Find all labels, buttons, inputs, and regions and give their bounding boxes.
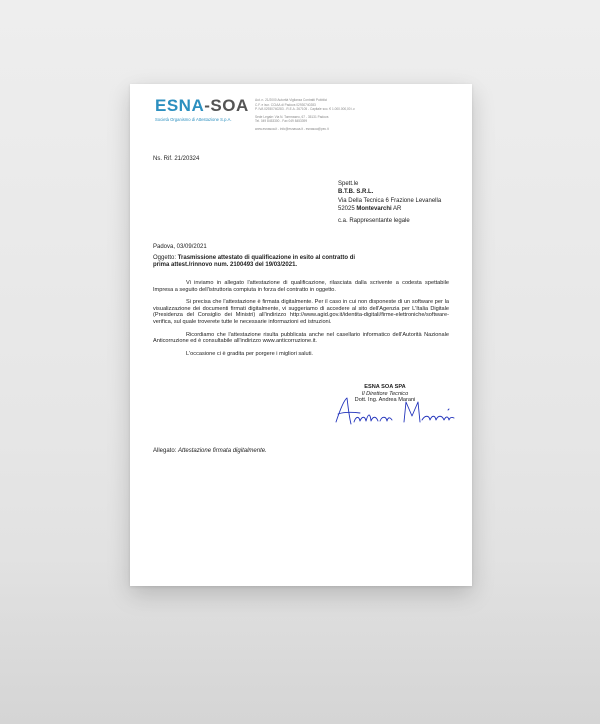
subject-text: Trasmissione attestato di qualificazione in esito al contratto di prima attest./rinnovo num. 2100493 del 19/03/2021. bbox=[153, 255, 356, 268]
body-paragraph: Si precisa che l'attestazione è firmata digitalmente. Per il caso in cui non disponeste di un software per la visualizzazione dei documenti firmati digitalmente, vi suggeriamo di accedere al sito dell'Agenzia per L'Italia Digitale (Presidenza del Consiglio dei Ministri) all'indirizzo http://www.agid.gov.it/identita-digitali/firme-elettroniche/software-verifica, sul quale troverete tutte le necessarie informazioni ed istruzioni. bbox=[153, 299, 449, 325]
logo-subtitle: Società Organismo di Attestazione S.p.A. bbox=[155, 117, 232, 122]
letter-body bbox=[153, 280, 449, 363]
letterhead-line: C.F. e iscr. CCIAA di Padova 02930740283 bbox=[255, 102, 316, 107]
letter-subject bbox=[153, 255, 365, 269]
recipient-company: B.T.B. S.R.L. bbox=[338, 189, 374, 196]
letterhead-line: Tel. 049 8453300 - Fax 049 8453399 bbox=[255, 119, 308, 124]
attachment-text: Attestazione firmata digitalmente. bbox=[178, 448, 267, 454]
signature-stroke bbox=[404, 402, 420, 422]
signature-stroke bbox=[422, 416, 454, 420]
signature-stroke bbox=[336, 398, 351, 424]
body-paragraph: Vi inviamo in allegato l'attestazione di qualificazione, rilasciata dalla scrivente a codesta spettabile Impresa a seguito dell'istruttoria compiuta in forza del contratto in oggetto. bbox=[153, 280, 449, 293]
subject-label: Oggetto: bbox=[153, 255, 177, 261]
signature-stroke bbox=[380, 417, 392, 421]
body-paragraph: Ricordiamo che l'attestazione risulta pubblicata anche nel casellario informatico dell'Autorità Nazionale Anticorruzione ed è consultabile all'indirizzo www.anticorruzione.it. bbox=[153, 331, 449, 345]
recipient-address bbox=[338, 180, 441, 214]
handwritten-signature bbox=[330, 394, 460, 428]
recipient-salutation: Spett.le bbox=[338, 181, 359, 187]
signature-name: Dott. Ing. Andrea Marani bbox=[354, 397, 416, 404]
recipient-street: Via Della Tecnica 6 Frazione Levanella bbox=[338, 197, 442, 204]
letterhead-line: Aut. n. 21/2000 Autorità Vigilanza Contratti Pubblici bbox=[255, 98, 328, 102]
reference-number: Ns. Rif. 21/20324 bbox=[153, 156, 200, 162]
letter-sheet bbox=[130, 84, 472, 586]
recipient-city-line: 52025 Montevarchi AR bbox=[338, 206, 402, 213]
letter-date: Padova, 03/09/2021 bbox=[153, 244, 207, 250]
recipient-attention: c.a. Rappresentante legale bbox=[338, 218, 410, 224]
letterhead-line: P. IVA 02930740283 - R.E.A. 267105 - Capitale soc. € 1.000.000,00 i.v. bbox=[255, 107, 356, 112]
signature-stroke bbox=[354, 415, 378, 422]
esna-soa-logo bbox=[155, 96, 249, 122]
attachment-label: Allegato: bbox=[153, 448, 177, 454]
body-paragraph: L'occasione ci è gradita per porgere i migliori saluti. bbox=[186, 350, 313, 357]
logo-brand bbox=[155, 96, 249, 116]
signature-role: Il Direttore Tecnico bbox=[361, 390, 409, 397]
attachment-note bbox=[153, 448, 267, 454]
letterhead-info bbox=[255, 98, 435, 132]
letterhead-line: Sede Legale: Via N. Tommaseo, 67 - 35131 Padova bbox=[255, 114, 329, 119]
signature-stroke bbox=[448, 409, 449, 410]
logo-brand-part2: -SOA bbox=[204, 96, 249, 115]
logo-brand-part1: ESNA bbox=[155, 96, 205, 115]
signature-company: ESNA SOA SPA bbox=[364, 384, 406, 390]
letterhead-line: www.esnasoa.it - info@esnasoa.it - esnasoa@pec.it bbox=[255, 126, 329, 131]
